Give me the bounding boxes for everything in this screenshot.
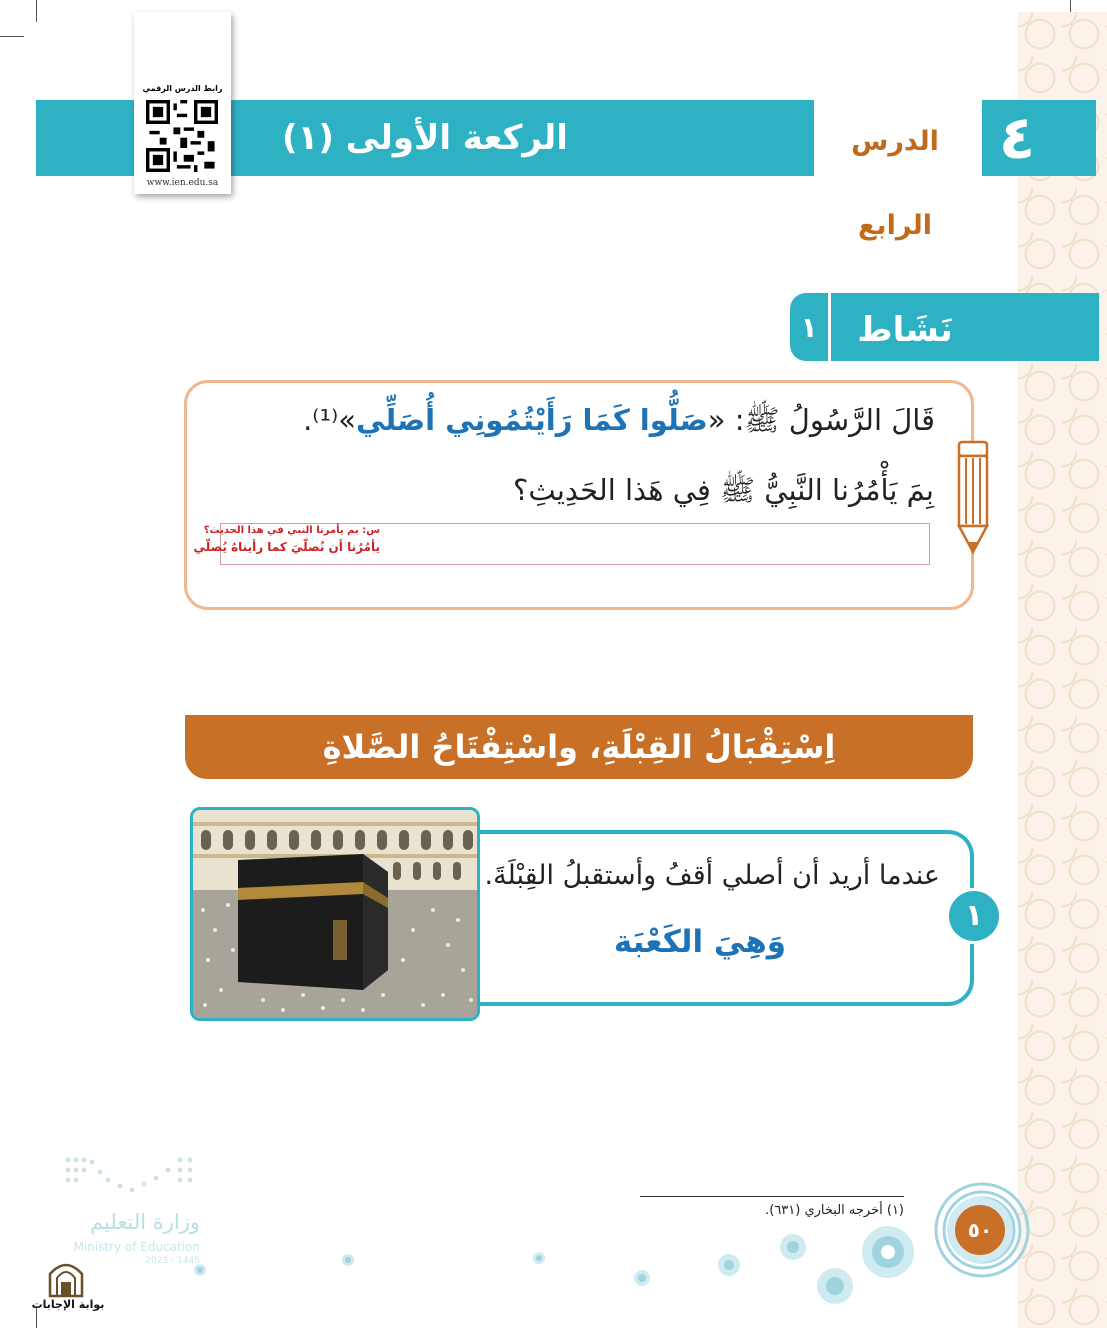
rosette-icon: [716, 1252, 742, 1278]
ministry-logo-dots: [60, 1152, 200, 1200]
lesson-title: الركعة الأولى (١): [282, 118, 568, 158]
step-text: عندما أريد أن أصلي أقفُ وأستقبلُ القِبْلَةَ.: [484, 860, 940, 891]
page-number: ٥٠: [955, 1205, 1005, 1255]
hadith-intro: قَالَ الرَّسُولُ ﷺ: «: [707, 403, 935, 437]
footnote: (١) أخرجه البخاري (٦٣١).: [765, 1203, 904, 1218]
step-answer: وَهِيَ الكَعْبَة: [613, 924, 786, 960]
rosette-icon: [531, 1250, 547, 1266]
ministry-year: 2023 - 1445: [145, 1256, 200, 1266]
lesson-number: ٤: [998, 103, 1036, 173]
qr-label: رابط الدرس الرقمي: [142, 84, 223, 93]
qr-url[interactable]: www.ien.edu.sa: [146, 178, 219, 188]
answer-text: يأمُرُنا أن نُصلّيَ كما رأيناهُ يُصلّي: [193, 540, 380, 554]
rosette-icon: [632, 1268, 652, 1288]
activity-question: بِمَ يَأْمُرُنا النَّبِيُّ ﷺ فِي هَذا الحَدِيثِ؟: [512, 473, 934, 507]
answer-question: س: بم يأمرنا النبي في هذا الحديث؟: [203, 525, 380, 536]
hadith-line: [303, 398, 935, 442]
portal-logo-icon: [44, 1256, 88, 1298]
rosette-icon: [778, 1232, 808, 1262]
hadith-quote: صَلُّوا كَمَا رَأَيْتُمُونِي أُصَلِّي: [355, 403, 708, 437]
rosette-icon: [340, 1252, 356, 1268]
ministry-name-ar: وزارة التعليم: [90, 1210, 200, 1234]
crop-mark: [36, 0, 37, 22]
activity-number: ١: [800, 311, 818, 344]
hadith-end: »⁽¹⁾.: [303, 403, 356, 437]
ministry-name-en: Ministry of Education: [73, 1240, 200, 1254]
pencil-icon: [956, 440, 990, 558]
step-box: [470, 830, 974, 1006]
kaaba-illustration: [193, 810, 477, 1018]
side-pattern: [1018, 12, 1107, 1328]
lesson-label: الدرس الرابع: [851, 126, 939, 241]
rosette-icon: [815, 1266, 855, 1306]
portal-watermark: بوابة الإجابات: [31, 1298, 105, 1311]
qr-code-icon[interactable]: [146, 100, 218, 172]
activity-label: نَشَاط: [857, 310, 953, 350]
footnote-divider: [640, 1196, 904, 1197]
step-number: ١: [946, 888, 1002, 944]
rosette-icon: [858, 1222, 918, 1282]
section-title: اِسْتِقْبَالُ القِبْلَةِ، واسْتِفْتَاحُ الصَّلاةِ: [322, 728, 836, 766]
crop-mark: [0, 36, 24, 37]
kaaba-photo: [190, 807, 480, 1021]
